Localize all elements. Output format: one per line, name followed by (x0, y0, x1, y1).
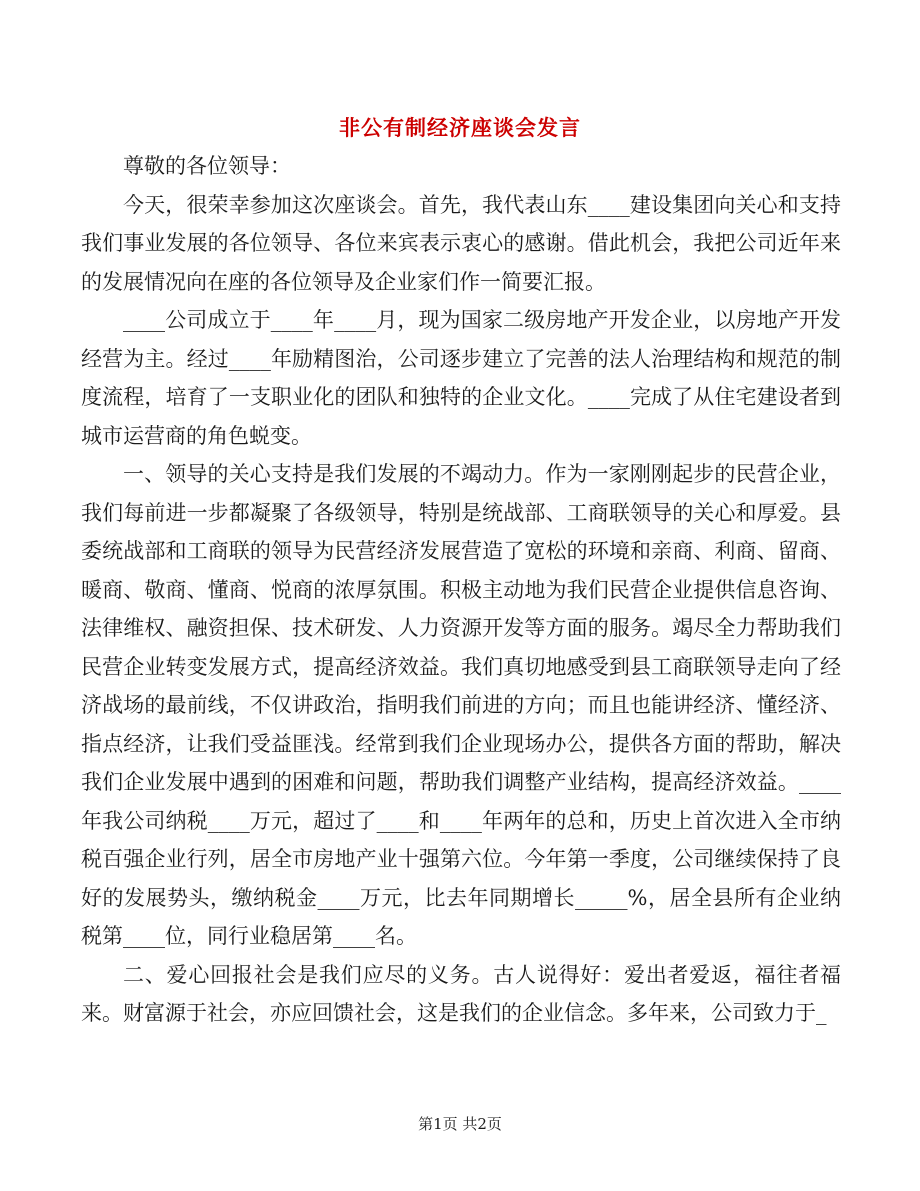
paragraph-company-profile: ____公司成立于____年____月，现为国家二级房地产开发企业，以房地产开发经营为主。经过____年励精图治，公司逐步建立了完善的法人治理结构和规范的制度流程，培育了一支职业化的团队和独特的企业文化。____完成了从住宅建设者到城市运营商的角色蜕变。 (81, 308, 841, 448)
page-number-footer: 第1页 共2页 (418, 1115, 502, 1133)
paragraph-section-one: 一、领导的关心支持是我们发展的不竭动力。作为一家刚刚起步的民营企业，我们每前进一步都凝聚了各级领导，特别是统战部、工商联领导的关心和厚爱。县委统战部和工商联的领导为民营经济发展营造了宽松的环境和亲商、利商、留商、暖商、敬商、懂商、悦商的浓厚氛围。积极主动地为我们民营企业提供信息咨询、法律维权、融资担保、技术研发、人力资源开发等方面的服务。竭尽全力帮助我们民营企业转变发展方式，提高经济效益。我们真切地感受到县工商联领导走向了经济战场的最前线，不仅讲政治，指明我们前进的方向；而且也能讲经济、懂经济、指点经济，让我们受益匪浅。经常到我们企业现场办公，提供各方面的帮助，解决我们企业发展中遇到的困难和问题，帮助我们调整产业结构，提高经济效益。____年我公司纳税____万元，超过了____和____年两年的总和，历史上首次进入全市纳税百强企业行列，居全市房地产业十强第六位。今年第一季度，公司继续保持了良好的发展势头，缴纳税金____万元，比去年同期增长_____%，居全县所有企业纳税第____位，同行业稳居第____名。 (81, 462, 841, 948)
document-title: 非公有制经济座谈会发言 (339, 115, 581, 140)
paragraph-section-two: 二、爱心回报社会是我们应尽的义务。古人说得好：爱出者爱返，福往者福来。财富源于社会，亦应回馈社会，这是我们的企业信念。多年来，公司致力于_ (81, 962, 841, 1025)
salutation: 尊敬的各位领导： (123, 154, 291, 178)
paragraph-intro: 今天，很荣幸参加这次座谈会。首先，我代表山东____建设集团向关心和支持我们事业发展的各位领导、各位来宾表示衷心的感谢。借此机会，我把公司近年来的发展情况向在座的各位领导及企业家们作一简要汇报。 (81, 192, 841, 294)
document-body (81, 147, 841, 1033)
